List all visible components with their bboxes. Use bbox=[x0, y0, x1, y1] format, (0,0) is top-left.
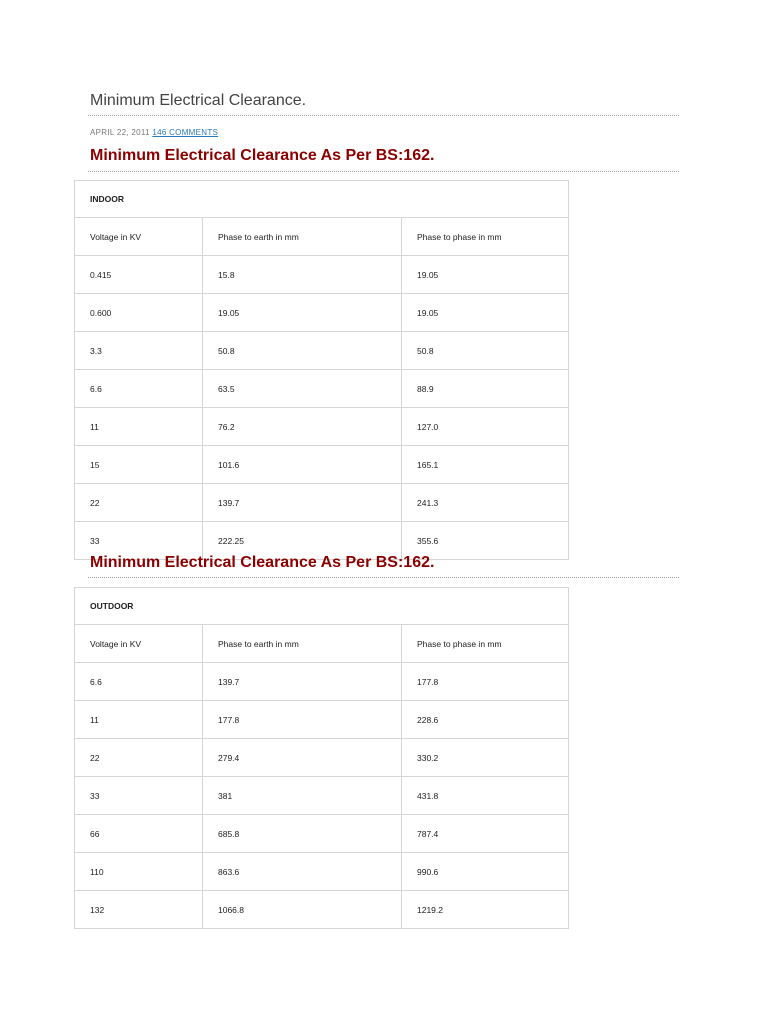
table-row bbox=[75, 739, 568, 777]
voltage-cell: 11 bbox=[75, 408, 203, 446]
phase-earth-cell: 50.8 bbox=[203, 332, 402, 370]
outdoor-table bbox=[75, 588, 568, 928]
voltage-cell: 0.600 bbox=[75, 294, 203, 332]
voltage-cell: 132 bbox=[75, 891, 203, 929]
comments-link[interactable]: 146 COMMENTS bbox=[152, 128, 219, 137]
phase-earth-cell: 15.8 bbox=[203, 256, 402, 294]
phase-earth-cell: 19.05 bbox=[203, 294, 402, 332]
outdoor-header-voltage: Voltage in KV bbox=[75, 625, 203, 663]
indoor-heading-divider bbox=[88, 171, 679, 172]
phase-phase-cell: 228.6 bbox=[402, 701, 569, 739]
post-date: APRIL 22, 2011 bbox=[90, 128, 150, 137]
phase-phase-cell: 88.9 bbox=[402, 370, 569, 408]
voltage-cell: 11 bbox=[75, 701, 203, 739]
table-row bbox=[75, 777, 568, 815]
indoor-header-row bbox=[75, 218, 568, 256]
phase-phase-cell: 19.05 bbox=[402, 256, 569, 294]
voltage-cell: 22 bbox=[75, 484, 203, 522]
phase-phase-cell: 330.2 bbox=[402, 739, 569, 777]
phase-phase-cell: 177.8 bbox=[402, 663, 569, 701]
outdoor-table-box bbox=[74, 587, 569, 929]
voltage-cell: 3.3 bbox=[75, 332, 203, 370]
outdoor-caption: OUTDOOR bbox=[90, 601, 134, 611]
table-row bbox=[75, 853, 568, 891]
phase-phase-cell: 241.3 bbox=[402, 484, 569, 522]
table-row bbox=[75, 701, 568, 739]
table-row bbox=[75, 891, 568, 929]
phase-phase-cell: 165.1 bbox=[402, 446, 569, 484]
table-row bbox=[75, 663, 568, 701]
phase-earth-cell: 139.7 bbox=[203, 663, 402, 701]
phase-earth-cell: 863.6 bbox=[203, 853, 402, 891]
indoor-header-phase-earth: Phase to earth in mm bbox=[203, 218, 402, 256]
phase-earth-cell: 101.6 bbox=[203, 446, 402, 484]
outdoor-header-phase-earth: Phase to earth in mm bbox=[203, 625, 402, 663]
voltage-cell: 33 bbox=[75, 522, 203, 560]
outdoor-header-row bbox=[75, 625, 568, 663]
outdoor-header-phase-phase: Phase to phase in mm bbox=[402, 625, 569, 663]
phase-earth-cell: 279.4 bbox=[203, 739, 402, 777]
table-row bbox=[75, 408, 568, 446]
voltage-cell: 6.6 bbox=[75, 370, 203, 408]
table-row bbox=[75, 256, 568, 294]
table-row bbox=[75, 332, 568, 370]
phase-earth-cell: 685.8 bbox=[203, 815, 402, 853]
phase-phase-cell: 431.8 bbox=[402, 777, 569, 815]
outdoor-caption-row bbox=[75, 588, 568, 625]
phase-phase-cell: 787.4 bbox=[402, 815, 569, 853]
phase-phase-cell: 990.6 bbox=[402, 853, 569, 891]
indoor-heading: Minimum Electrical Clearance As Per BS:162. bbox=[90, 147, 435, 164]
post-title: Minimum Electrical Clearance. bbox=[90, 92, 307, 109]
phase-earth-cell: 1066.8 bbox=[203, 891, 402, 929]
post-meta bbox=[90, 128, 218, 137]
phase-phase-cell: 355.6 bbox=[402, 522, 569, 560]
outdoor-heading: Minimum Electrical Clearance As Per BS:162. bbox=[90, 554, 435, 571]
voltage-cell: 66 bbox=[75, 815, 203, 853]
phase-phase-cell: 50.8 bbox=[402, 332, 569, 370]
phase-earth-cell: 222.25 bbox=[203, 522, 402, 560]
voltage-cell: 33 bbox=[75, 777, 203, 815]
indoor-table-box bbox=[74, 180, 569, 560]
table-row bbox=[75, 815, 568, 853]
indoor-caption-row bbox=[75, 181, 568, 218]
phase-earth-cell: 63.5 bbox=[203, 370, 402, 408]
outdoor-heading-divider bbox=[88, 577, 679, 578]
table-row bbox=[75, 294, 568, 332]
voltage-cell: 22 bbox=[75, 739, 203, 777]
voltage-cell: 15 bbox=[75, 446, 203, 484]
phase-earth-cell: 76.2 bbox=[203, 408, 402, 446]
indoor-header-voltage: Voltage in KV bbox=[75, 218, 203, 256]
phase-earth-cell: 177.8 bbox=[203, 701, 402, 739]
table-row bbox=[75, 446, 568, 484]
voltage-cell: 110 bbox=[75, 853, 203, 891]
indoor-table bbox=[75, 181, 568, 559]
phase-earth-cell: 139.7 bbox=[203, 484, 402, 522]
voltage-cell: 0.415 bbox=[75, 256, 203, 294]
table-row bbox=[75, 370, 568, 408]
indoor-caption: INDOOR bbox=[90, 194, 124, 204]
voltage-cell: 6.6 bbox=[75, 663, 203, 701]
title-divider bbox=[88, 115, 679, 116]
phase-phase-cell: 127.0 bbox=[402, 408, 569, 446]
phase-phase-cell: 19.05 bbox=[402, 294, 569, 332]
table-row bbox=[75, 484, 568, 522]
indoor-header-phase-phase: Phase to phase in mm bbox=[402, 218, 569, 256]
phase-phase-cell: 1219.2 bbox=[402, 891, 569, 929]
phase-earth-cell: 381 bbox=[203, 777, 402, 815]
